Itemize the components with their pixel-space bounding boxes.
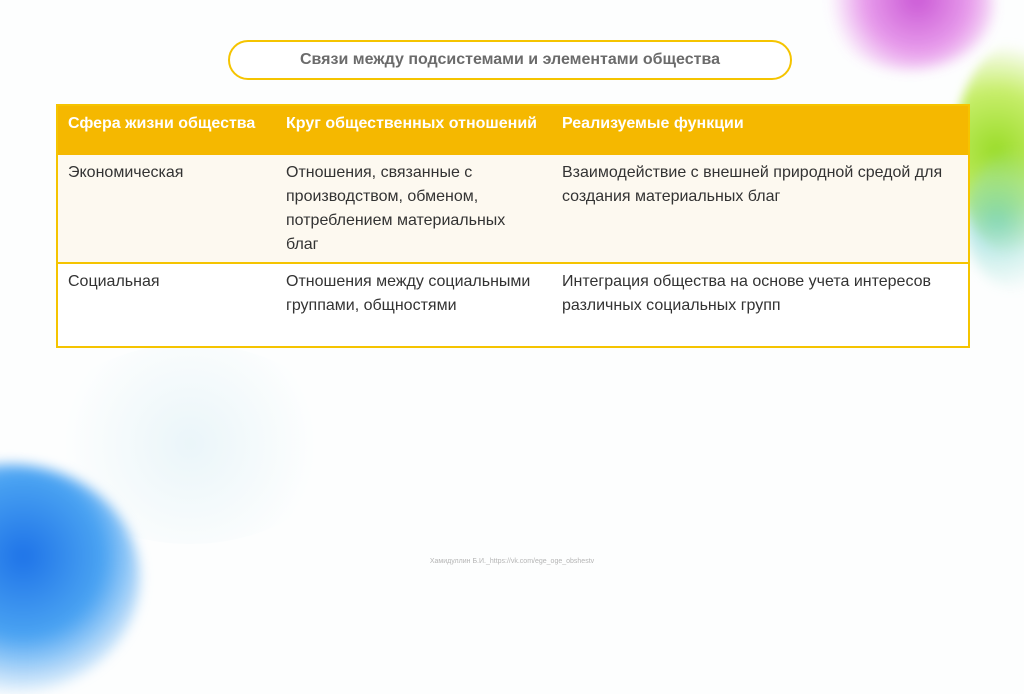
table-row (57, 155, 969, 263)
header-sphere: Сфера жизни общества (57, 105, 276, 155)
relations-table (56, 104, 970, 348)
table-cell: Интеграция общества на основе учета интересов различных социальных групп (552, 263, 969, 347)
table-cell: Отношения, связанные с производством, обменом, потреблением материальных благ (276, 155, 552, 263)
decorative-pale-blob (40, 344, 340, 544)
decorative-teal-blob (964, 150, 1024, 290)
table-header-row (57, 105, 969, 155)
header-functions: Реализуемые функции (552, 105, 969, 155)
table-cell: Отношения между социальными группами, общностями (276, 263, 552, 347)
footer-credit: Хамидуллин Б.И._https://vk.com/ege_oge_obshestv (429, 558, 595, 565)
table-cell: Социальная (57, 263, 276, 347)
decorative-purple-blob (824, 0, 994, 70)
table-cell: Взаимодействие с внешней природной средой для создания материальных благ (552, 155, 969, 263)
table-row (57, 263, 969, 347)
table-cell: Экономическая (57, 155, 276, 263)
decorative-blue-blob (0, 464, 140, 694)
slide-title-box (228, 40, 792, 80)
header-relations: Круг общественных отношений (276, 105, 552, 155)
slide-title: Связи между подсистемами и элементами общества (300, 51, 720, 68)
